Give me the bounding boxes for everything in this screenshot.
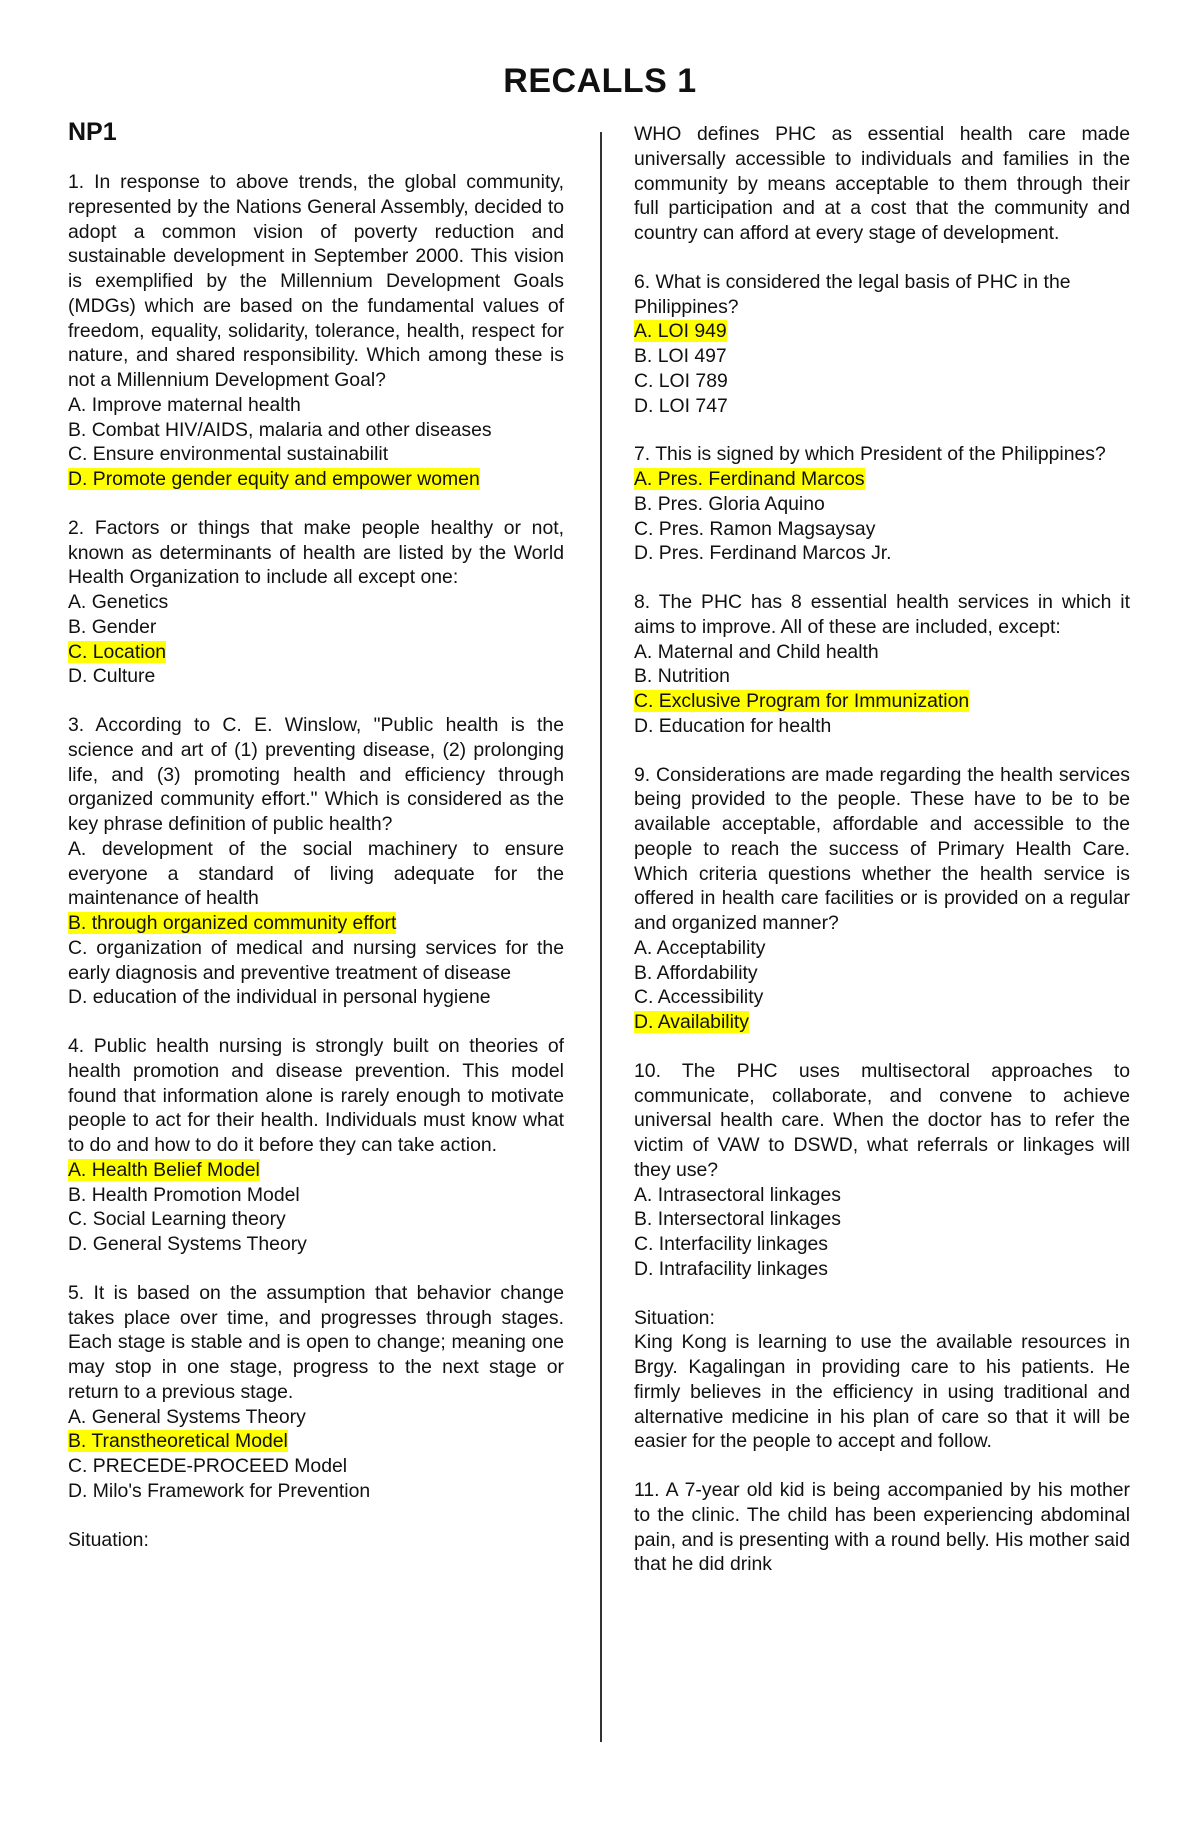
question-11-stem: 11. A 7-year old kid is being accompanied by his mother to the clinic. The child has been experiencing abdominal pain, and is presenting with a round belly. His mother said that he did drink: [634, 1479, 1130, 1576]
section-heading: NP1: [68, 118, 117, 146]
question-stem: 9. Considerations are made regarding the health services being provided to the people. These have to be to be available acceptable, affordable and accessible to the people to reach the success of Primary Health Care. Which criteria questions whether the health service is offered in health care facilities or is provided on a regular and organized manner?: [634, 763, 1130, 934]
column-divider: [600, 132, 602, 1742]
option-a: A. Intrasectoral linkages: [634, 1183, 841, 1206]
document-title: RECALLS 1: [503, 62, 697, 100]
option-d: D. Pres. Ferdinand Marcos Jr.: [634, 542, 892, 565]
option-b: B. Affordability: [634, 961, 758, 984]
option-c-correct: [634, 689, 1130, 714]
option-d: D. Education for health: [634, 714, 832, 737]
option-b: B. LOI 497: [634, 345, 727, 367]
question-7: [634, 442, 1130, 566]
answer-highlight: B. Transtheoretical Model: [68, 1430, 288, 1453]
option-a: A. Maternal and Child health: [634, 640, 879, 663]
right-column: [634, 122, 1130, 1577]
option-d-correct: [634, 1010, 1130, 1035]
option-c: C. LOI 789: [634, 369, 728, 392]
question-3: [68, 713, 564, 1010]
question-stem: 10. The PHC uses multisectoral approaches to communicate, collaborate, and convene to achieve universal health care. When the doctor has to refer the victim of VAW to DSWD, what referrals or linkages will they use?: [634, 1059, 1130, 1181]
option-d-correct: [68, 467, 564, 492]
option-a: A. Acceptability: [634, 936, 766, 959]
option-b: B. Intersectoral linkages: [634, 1208, 841, 1231]
situation-label: Situation:: [68, 1528, 149, 1551]
option-c: C. Pres. Ramon Magsaysay: [634, 517, 876, 540]
question-stem: 5. It is based on the assumption that behavior change takes place over time, and progresses through stages. Each stage is stable and is open to change; meaning one may stop in one stage, progress to the next stage or return to a previous stage.: [68, 1281, 564, 1403]
option-c-correct: [68, 640, 564, 665]
option-d: D. LOI 747: [634, 394, 728, 417]
option-b: B. Health Promotion Model: [68, 1183, 300, 1206]
answer-highlight: A. LOI 949: [634, 320, 727, 343]
answer-highlight: C. Exclusive Program for Immunization: [634, 690, 970, 712]
option-c: C. Ensure environmental sustainabilit: [68, 443, 389, 466]
question-2: [68, 516, 564, 689]
question-stem: 6. What is considered the legal basis of PHC in the Philippines?: [634, 270, 1071, 318]
option-d: D. education of the individual in personal hygiene: [68, 986, 491, 1009]
option-d: D. General Systems Theory: [68, 1233, 307, 1255]
option-c: C. PRECEDE-PROCEED Model: [68, 1455, 348, 1477]
question-9: [634, 763, 1130, 1035]
question-8: [634, 590, 1130, 739]
question-stem: 8. The PHC has 8 essential health services in which it aims to improve. All of these are included, except:: [634, 591, 1130, 638]
question-stem: 1. In response to above trends, the global community, represented by the Nations General Assembly, decided to adopt a common vision of poverty reduction and sustainable development in September 2000. This vision is exemplified by the Millennium Development Goals (MDGs) which are based on the fundamental values of freedom, equality, solidarity, tolerance, health, respect for nature, and shared responsibility. Which among these is not a Millennium Development Goal?: [68, 171, 564, 391]
option-a-correct: [68, 1158, 564, 1183]
option-a-correct: [634, 467, 1130, 492]
question-stem: 7. This is signed by which President of the Philippines?: [634, 443, 1106, 466]
answer-highlight: D. Promote gender equity and empower women: [68, 468, 480, 490]
question-stem: 4. Public health nursing is strongly built on theories of health promotion and disease prevention. This model found that information alone is rarely enough to motivate people to act for their health. Individuals must know what to do and how to do it before they can take action.: [68, 1035, 564, 1156]
option-c: C. organization of medical and nursing services for the early diagnosis and preventive treatment of disease: [68, 936, 564, 984]
option-a-correct: [634, 319, 1130, 344]
option-b: B. Gender: [68, 615, 157, 638]
option-c: C. Accessibility: [634, 986, 764, 1009]
question-4: [68, 1034, 564, 1257]
question-stem: 3. According to C. E. Winslow, "Public health is the science and art of (1) preventing disease, (2) prolonging life, and (3) promoting health and efficiency through organized community effort." Which is considered as the key phrase definition of public health?: [68, 714, 564, 835]
option-a: A. development of the social machinery to ensure everyone a standard of living adequate for the maintenance of health: [68, 837, 564, 910]
option-d: D. Culture: [68, 665, 156, 688]
option-a: A. Improve maternal health: [68, 393, 301, 416]
option-c: C. Social Learning theory: [68, 1208, 286, 1231]
situation-label: Situation:: [634, 1306, 715, 1329]
option-a: A. General Systems Theory: [68, 1405, 306, 1428]
option-c: C. Interfacility linkages: [634, 1233, 828, 1255]
option-a: A. Genetics: [68, 591, 169, 613]
situation-block: [634, 1306, 1130, 1455]
phc-definition: WHO defines PHC as essential health care made universally accessible to individuals and families in the community by means acceptable to them through their full participation and at a cost that the community and country can afford at every stage of development.: [634, 123, 1130, 244]
question-5: [68, 1281, 564, 1504]
question-6: [634, 270, 1130, 419]
answer-highlight: B. through organized community effort: [68, 912, 397, 934]
left-column: [68, 118, 564, 1552]
option-b: B. Combat HIV/AIDS, malaria and other diseases: [68, 418, 492, 441]
option-d: D. Intrafacility linkages: [634, 1257, 828, 1280]
option-b-correct: [68, 1429, 564, 1454]
answer-highlight: D. Availability: [634, 1011, 749, 1033]
option-d: D. Milo's Framework for Prevention: [68, 1479, 371, 1502]
question-1: [68, 170, 564, 492]
question-stem: 2. Factors or things that make people healthy or not, known as determinants of health are listed by the World Health Organization to include all except one:: [68, 516, 564, 589]
option-b-correct: [68, 911, 564, 936]
situation-text: King Kong is learning to use the available resources in Brgy. Kagalingan in providing care to his patients. He firmly believes in the efficiency in using traditional and alternative medicine in his plan of care so that it will be easier for the people to accept and follow.: [634, 1331, 1130, 1453]
answer-highlight: A. Pres. Ferdinand Marcos: [634, 468, 865, 490]
option-b: B. Nutrition: [634, 665, 730, 688]
answer-highlight: A. Health Belief Model: [68, 1158, 260, 1181]
answer-highlight: C. Location: [68, 640, 167, 663]
option-b: B. Pres. Gloria Aquino: [634, 492, 825, 515]
question-10: [634, 1059, 1130, 1282]
